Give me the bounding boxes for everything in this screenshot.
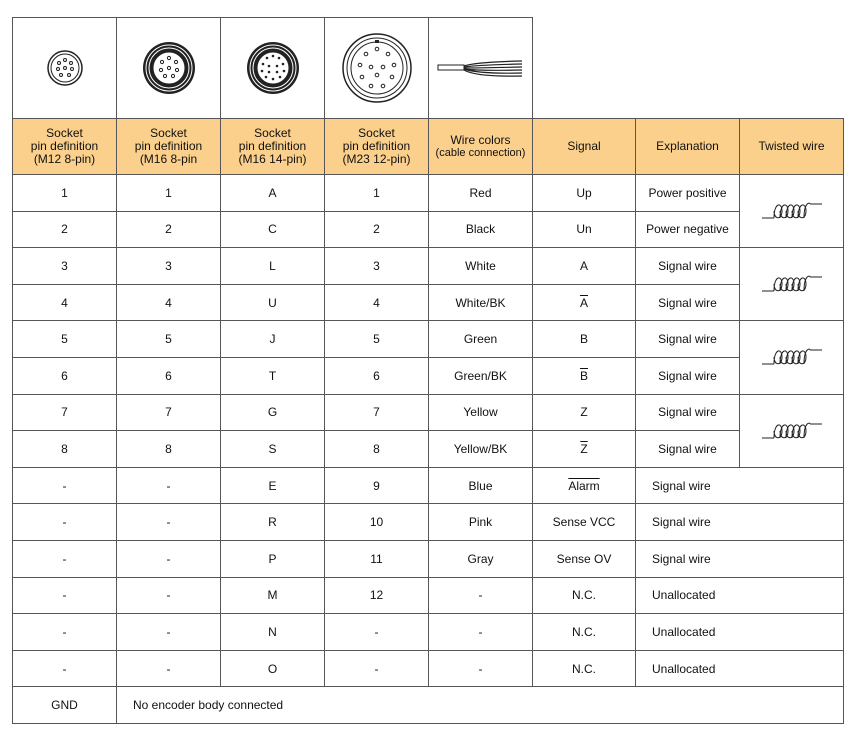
cell-m16-14-pin: O bbox=[221, 650, 325, 687]
cell-m23-pin: 11 bbox=[325, 540, 429, 577]
cell-explanation: Signal wire bbox=[636, 357, 740, 394]
cell-m12-pin: - bbox=[13, 577, 117, 614]
cell-signal bbox=[533, 357, 636, 394]
cell-signal bbox=[533, 248, 636, 285]
cell-m16-14-pin: G bbox=[221, 394, 325, 431]
cell-m16-14-pin: E bbox=[221, 467, 325, 504]
cell-signal bbox=[533, 540, 636, 577]
table-row bbox=[13, 321, 844, 358]
footer-label: GND bbox=[13, 687, 117, 724]
cell-m23-pin: - bbox=[325, 650, 429, 687]
cell-m16-8-pin: 8 bbox=[117, 431, 221, 468]
cell-m16-8-pin: 2 bbox=[117, 211, 221, 248]
cell-signal bbox=[533, 321, 636, 358]
cell-m12-pin: - bbox=[13, 467, 117, 504]
table-row bbox=[13, 175, 844, 212]
cell-wire-color: Yellow/BK bbox=[429, 431, 533, 468]
signal-text: Un bbox=[576, 222, 592, 237]
cell-signal bbox=[533, 504, 636, 541]
cell-m16-14-pin: J bbox=[221, 321, 325, 358]
cell-explanation: Unallocated bbox=[636, 614, 844, 651]
cell-wire-color: Yellow bbox=[429, 394, 533, 431]
cell-explanation: Power positive bbox=[636, 175, 740, 212]
cell-m16-8-pin: 5 bbox=[117, 321, 221, 358]
cell-m16-8-pin: - bbox=[117, 467, 221, 504]
signal-text: N.C. bbox=[572, 661, 596, 676]
cell-wire-color: Red bbox=[429, 175, 533, 212]
cell-m16-8-pin: - bbox=[117, 577, 221, 614]
cell-m12-pin: - bbox=[13, 650, 117, 687]
table-row bbox=[13, 467, 844, 504]
table-row bbox=[13, 284, 844, 321]
cell-m23-pin: 2 bbox=[325, 211, 429, 248]
cell-twisted-wire bbox=[740, 248, 844, 321]
cell-signal bbox=[533, 614, 636, 651]
header-wire-colors: Wire colors (cable connection) bbox=[429, 119, 533, 175]
cell-wire-color: White/BK bbox=[429, 284, 533, 321]
header-m12: Socket pin definition (M12 8-pin) bbox=[13, 119, 117, 175]
cell-m23-pin: 10 bbox=[325, 504, 429, 541]
cell-m16-8-pin: 7 bbox=[117, 394, 221, 431]
signal-text: $\overline{Z}$ bbox=[580, 441, 588, 456]
cell-m12-pin: - bbox=[13, 540, 117, 577]
cell-m16-8-pin: 1 bbox=[117, 175, 221, 212]
header-signal: Signal bbox=[533, 119, 636, 175]
twisted-pair-icon bbox=[760, 269, 824, 299]
cell-twisted-wire bbox=[740, 321, 844, 394]
cell-signal bbox=[533, 650, 636, 687]
signal-text: B bbox=[579, 332, 588, 347]
cell-m16-8-pin: - bbox=[117, 650, 221, 687]
table-row bbox=[13, 504, 844, 541]
signal-text: N.C. bbox=[572, 624, 596, 639]
cell-explanation: Signal wire bbox=[636, 284, 740, 321]
cell-wire-color: Blue bbox=[429, 467, 533, 504]
pin-definition-table bbox=[12, 17, 844, 724]
cell-twisted-wire bbox=[740, 394, 844, 467]
signal-text: A bbox=[579, 258, 588, 273]
cell-m23-pin: 8 bbox=[325, 431, 429, 468]
cell-explanation: Signal wire bbox=[636, 394, 740, 431]
twisted-pair-icon bbox=[760, 416, 824, 446]
cell-wire-color: Green bbox=[429, 321, 533, 358]
cell-m12-pin: 3 bbox=[13, 248, 117, 285]
cell-signal bbox=[533, 211, 636, 248]
table-row bbox=[13, 577, 844, 614]
cell-wire-color: Gray bbox=[429, 540, 533, 577]
table-row bbox=[13, 431, 844, 468]
table-row bbox=[13, 614, 844, 651]
cell-signal bbox=[533, 431, 636, 468]
cell-m23-pin: 9 bbox=[325, 467, 429, 504]
table-row bbox=[13, 394, 844, 431]
cell-explanation: Signal wire bbox=[636, 540, 844, 577]
cell-wire-color: Pink bbox=[429, 504, 533, 541]
cell-m16-14-pin: S bbox=[221, 431, 325, 468]
cell-explanation: Unallocated bbox=[636, 577, 844, 614]
cell-m23-pin: 12 bbox=[325, 577, 429, 614]
cell-m23-pin: 6 bbox=[325, 357, 429, 394]
twisted-pair-icon bbox=[760, 342, 824, 372]
cell-m16-14-pin: P bbox=[221, 540, 325, 577]
cell-m12-pin: 1 bbox=[13, 175, 117, 212]
table-row bbox=[13, 248, 844, 285]
cell-m16-14-pin: A bbox=[221, 175, 325, 212]
cell-explanation: Signal wire bbox=[636, 431, 740, 468]
cell-wire-color: - bbox=[429, 614, 533, 651]
table-row bbox=[13, 211, 844, 248]
table-row bbox=[13, 357, 844, 394]
cell-m16-14-pin: L bbox=[221, 248, 325, 285]
cell-m12-pin: - bbox=[13, 614, 117, 651]
m16-14pin-connector-image bbox=[221, 18, 325, 119]
signal-text: Up bbox=[576, 185, 592, 200]
cell-m23-pin: - bbox=[325, 614, 429, 651]
cell-m16-8-pin: 3 bbox=[117, 248, 221, 285]
cell-m23-pin: 4 bbox=[325, 284, 429, 321]
cell-wire-color: Green/BK bbox=[429, 357, 533, 394]
cell-explanation: Signal wire bbox=[636, 467, 844, 504]
cell-m16-14-pin: C bbox=[221, 211, 325, 248]
footer-row bbox=[13, 687, 844, 724]
cell-signal bbox=[533, 175, 636, 212]
cell-signal bbox=[533, 394, 636, 431]
cell-wire-color: - bbox=[429, 650, 533, 687]
signal-text: $\overline{A}$ bbox=[579, 295, 588, 310]
cell-m16-14-pin: M bbox=[221, 577, 325, 614]
signal-text: Sense OV bbox=[556, 551, 612, 566]
cell-m16-14-pin: N bbox=[221, 614, 325, 651]
cell-m23-pin: 7 bbox=[325, 394, 429, 431]
cell-explanation: Signal wire bbox=[636, 504, 844, 541]
signal-text: Sense VCC bbox=[552, 515, 616, 530]
cell-m23-pin: 3 bbox=[325, 248, 429, 285]
cell-m16-8-pin: - bbox=[117, 504, 221, 541]
cell-m12-pin: 8 bbox=[13, 431, 117, 468]
cell-wire-color: Black bbox=[429, 211, 533, 248]
cell-m12-pin: 2 bbox=[13, 211, 117, 248]
signal-text: Z bbox=[580, 405, 588, 420]
cell-m16-8-pin: 6 bbox=[117, 357, 221, 394]
cable-wires-image bbox=[429, 18, 533, 119]
cell-m23-pin: 1 bbox=[325, 175, 429, 212]
cell-twisted-wire bbox=[740, 175, 844, 248]
m16-8pin-connector-image bbox=[117, 18, 221, 119]
cell-m12-pin: 4 bbox=[13, 284, 117, 321]
cell-m16-8-pin: - bbox=[117, 540, 221, 577]
header-m23: Socket pin definition (M23 12-pin) bbox=[325, 119, 429, 175]
cell-m12-pin: 7 bbox=[13, 394, 117, 431]
table-row bbox=[13, 540, 844, 577]
header-row bbox=[13, 119, 844, 175]
cell-m16-14-pin: U bbox=[221, 284, 325, 321]
header-twisted-wire: Twisted wire bbox=[740, 119, 844, 175]
cell-m16-8-pin: - bbox=[117, 614, 221, 651]
m12-8pin-connector-image bbox=[13, 18, 117, 119]
cell-explanation: Signal wire bbox=[636, 248, 740, 285]
cell-explanation: Unallocated bbox=[636, 650, 844, 687]
signal-text: $\overline{B}$ bbox=[579, 368, 588, 383]
cell-wire-color: White bbox=[429, 248, 533, 285]
cell-explanation: Power negative bbox=[636, 211, 740, 248]
footer-text: No encoder body connected bbox=[117, 687, 844, 724]
signal-text: N.C. bbox=[572, 588, 596, 603]
cell-signal bbox=[533, 467, 636, 504]
cell-wire-color: - bbox=[429, 577, 533, 614]
signal-text: Alarm bbox=[568, 478, 600, 493]
header-m16-14: Socket pin definition (M16 14-pin) bbox=[221, 119, 325, 175]
twisted-pair-icon bbox=[760, 196, 824, 226]
cell-m16-14-pin: R bbox=[221, 504, 325, 541]
m23-12pin-connector-image bbox=[325, 18, 429, 119]
cell-explanation: Signal wire bbox=[636, 321, 740, 358]
cell-m16-14-pin: T bbox=[221, 357, 325, 394]
cell-signal bbox=[533, 284, 636, 321]
cell-m23-pin: 5 bbox=[325, 321, 429, 358]
cell-m12-pin: 5 bbox=[13, 321, 117, 358]
header-m16-8: Socket pin definition (M16 8-pin bbox=[117, 119, 221, 175]
cell-m16-8-pin: 4 bbox=[117, 284, 221, 321]
table-row bbox=[13, 650, 844, 687]
cell-m12-pin: - bbox=[13, 504, 117, 541]
cell-signal bbox=[533, 577, 636, 614]
header-explanation: Explanation bbox=[636, 119, 740, 175]
cell-m12-pin: 6 bbox=[13, 357, 117, 394]
